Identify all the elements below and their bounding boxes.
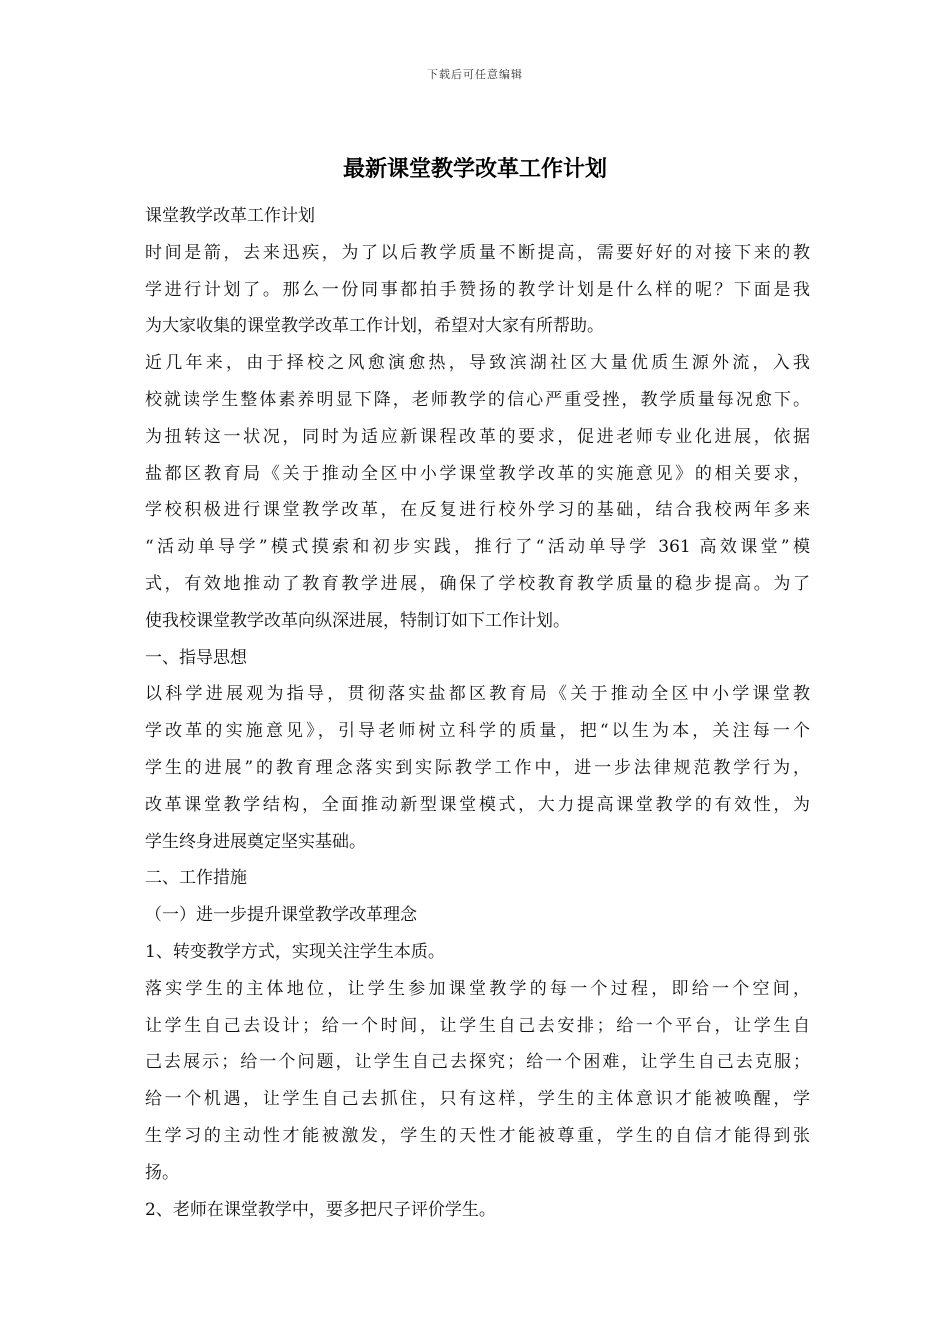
text-line: “活动单导学”模式摸索和初步实践，推行了“活动单导学 361 高效课堂”模	[145, 537, 810, 558]
text-line: 时间是箭，去来迅疾，为了以后教学质量不断提高，需要好好的对接下来的教	[145, 242, 810, 263]
text-line: 让学生自己去设计；给一个时间，让学生自己去安排；给一个平台，让学生自	[145, 1015, 810, 1036]
text-line: 扬。	[145, 1162, 179, 1183]
text-line: 学生的进展”的教育理念落实到实际教学工作中，进一步法律规范教学行为，	[145, 757, 810, 778]
text-line: 课堂教学改革工作计划	[145, 206, 315, 226]
text-line: 为扭转这一状况，同时为适应新课程改革的要求，促进老师专业化进展，依据	[145, 426, 810, 447]
text-line: 使我校课堂教学改革向纵深进展，特制订如下工作计划。	[145, 610, 570, 631]
text-line: 1、转变教学方式，实现关注学生本质。	[145, 941, 445, 962]
text-line: 盐都区教育局《关于推动全区中小学课堂教学改革的实施意见》的相关要求，	[145, 463, 810, 484]
text-line: 近几年来，由于择校之风愈演愈热，导致滨湖社区大量优质生源外流，入我	[145, 353, 810, 374]
text-line: 校就读学生整体素养明显下降，老师教学的信心严重受挫，教学质量每况愈下。	[145, 389, 810, 410]
text-line: 二、工作措施	[145, 868, 247, 889]
text-line: 2、老师在课堂教学中，要多把尺子评价学生。	[145, 1199, 496, 1220]
text-line: 为大家收集的课堂教学改革工作计划，希望对大家有所帮助。	[145, 316, 604, 337]
text-line: 学生终身进展奠定坚实基础。	[145, 831, 366, 852]
text-line: 以科学进展观为指导，贯彻落实盐都区教育局《关于推动全区中小学课堂教	[145, 684, 810, 705]
text-line: 学改革的实施意见》，引导老师树立科学的质量，把“以生为本，关注每一个	[145, 721, 810, 742]
document-body	[145, 198, 810, 1228]
text-line: 给一个机遇，让学生自己去抓住，只有这样，学生的主体意识才能被唤醒，学	[145, 1089, 810, 1110]
text-line: 生学习的主动性才能被激发，学生的天性才能被尊重，学生的自信才能得到张	[145, 1125, 810, 1146]
text-line: 己去展示；给一个问题，让学生自己去探究；给一个困难，让学生自己去克服；	[145, 1052, 810, 1073]
document-title: 最新课堂教学改革工作计划	[342, 156, 607, 182]
text-line: 一、指导思想	[145, 647, 247, 668]
text-line: 学进行计划了。那么一份同事都拍手赞扬的教学计划是什么样的呢？下面是我	[145, 279, 810, 300]
text-line: 改革课堂教学结构，全面推动新型课堂模式，大力提高课堂教学的有效性，为	[145, 794, 810, 815]
text-line: （一）进一步提升课堂教学改革理念	[145, 905, 417, 926]
header-note: 下载后可任意编辑	[427, 68, 523, 81]
text-line: 落实学生的主体地位，让学生参加课堂教学的每一个过程，即给一个空间，	[145, 978, 810, 999]
text-line: 式，有效地推动了教育教学进展，确保了学校教育教学质量的稳步提高。为了	[145, 573, 810, 594]
text-line: 学校积极进行课堂教学改革，在反复进行校外学习的基础，结合我校两年多来	[145, 500, 810, 521]
